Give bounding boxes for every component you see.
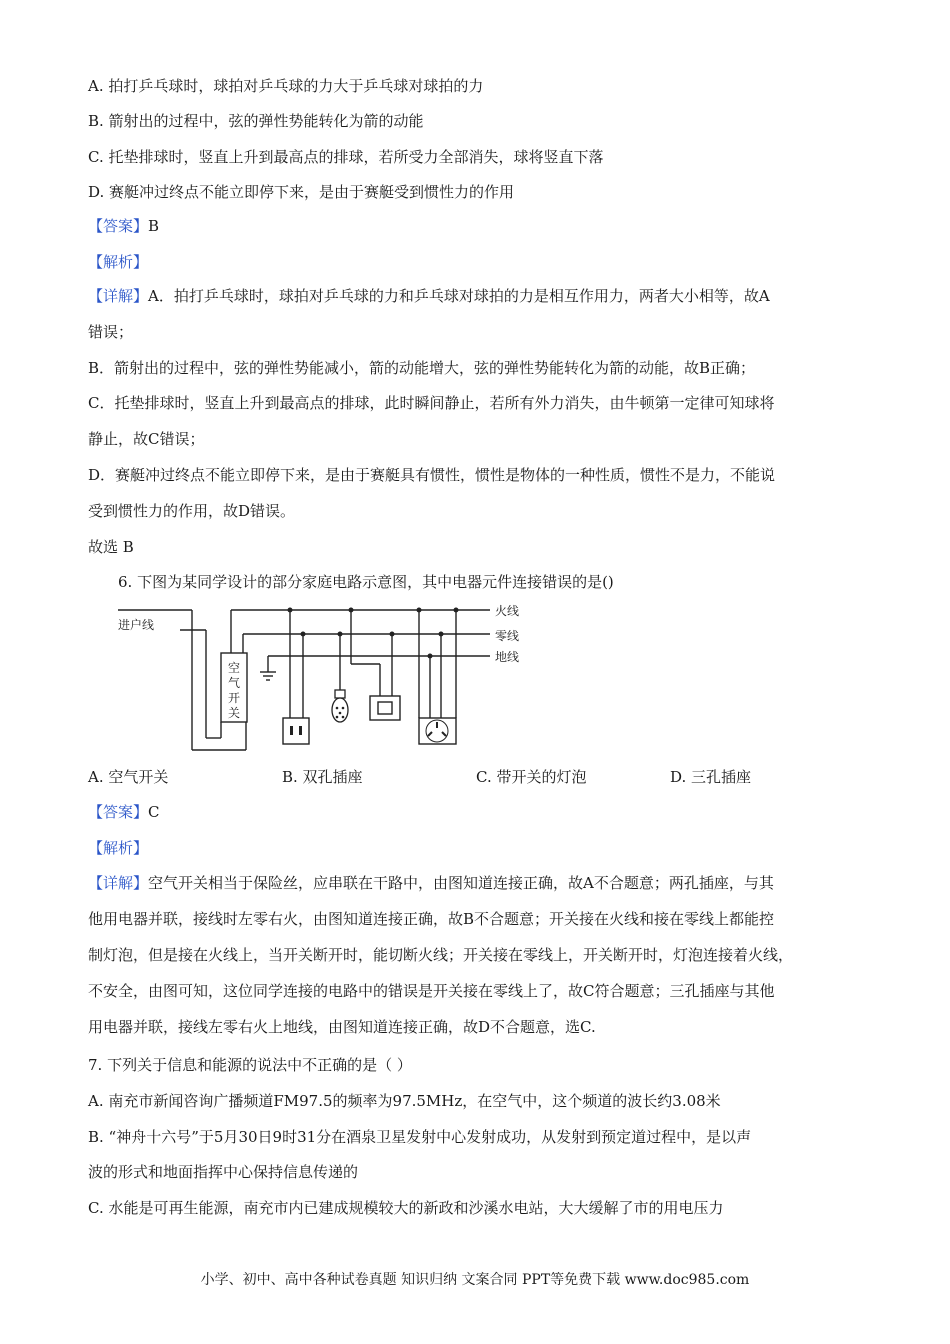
q6-option-a: A. 空气开关 (88, 768, 169, 786)
q5-analysis-tag: 【解析】 (88, 253, 149, 271)
detail-tag: 【详解】 (88, 874, 149, 892)
q5-detail-line-7: 受到惯性力的作用，故D错误。 (88, 502, 296, 520)
answer-tag: 【答案】 (88, 217, 149, 235)
inlet-label: 进户线 (118, 618, 155, 632)
q5-detail-line-3: B．箭射出的过程中，弦的弹性势能减小，箭的动能增大，弦的弹性势能转化为箭的动能，故B正确； (88, 359, 756, 377)
q6-analysis-tag: 【解析】 (88, 839, 149, 857)
circuit-diagram (110, 600, 550, 760)
q5-conclusion: 故选 B (88, 538, 134, 556)
q5-option-a: A. 拍打乒乓球时，球拍对乒乓球的力大于乒乓球对球拍的力 (88, 77, 484, 95)
q6-detail-line-5: 用电器并联，接线左零右火上地线，由图知道连接正确，故D不合题意，选C. (88, 1018, 596, 1036)
ground-wire-label: 地线 (495, 650, 520, 664)
q6-stem: 6. 下图为某同学设计的部分家庭电路示意图，其中电器元件连接错误的是() (118, 573, 614, 591)
live-wire-label: 火线 (495, 604, 520, 618)
q5-detail-line-1 (88, 286, 770, 306)
neutral-wire-label: 零线 (495, 629, 520, 643)
answer-tag: 【答案】 (88, 803, 149, 821)
q5-detail-line-6: D．赛艇冲过终点不能立即停下来，是由于赛艇具有惯性，惯性是物体的一种性质，惯性不是力，不能说 (88, 466, 776, 484)
q5-answer (88, 216, 159, 236)
q6-option-b: B. 双孔插座 (282, 768, 363, 786)
q6-option-d: D. 三孔插座 (670, 768, 752, 786)
detail-tag: 【详解】 (88, 287, 149, 305)
q7-option-a: A. 南充市新闻咨询广播频道FM97.5的频率为97.5MHz，在空气中，这个频道的波长约3.08米 (88, 1092, 721, 1110)
breaker-char-4: 关 (228, 706, 241, 720)
detail-text: 空气开关相当于保险丝，应串联在干路中，由图知道连接正确，故A不合题意；两孔插座，与其 (148, 874, 774, 892)
answer-value: C (148, 803, 160, 821)
q5-detail-line-2: 错误； (88, 323, 134, 341)
breaker-char-3: 开 (228, 691, 241, 705)
q5-detail-line-4: C．托垫排球时，竖直上升到最高点的排球，此时瞬间静止，若所有外力消失，由牛顿第一定律可知球将 (88, 394, 775, 412)
breaker-char-1: 空 (228, 661, 241, 675)
detail-text: A．拍打乒乓球时，球拍对乒乓球的力和乒乓球对球拍的力是相互作用力，两者大小相等，故A (148, 287, 770, 305)
breaker-char-2: 气 (228, 676, 241, 690)
q5-option-c: C. 托垫排球时，竖直上升到最高点的排球，若所受力全部消失，球将竖直下落 (88, 148, 604, 166)
q7-stem: 7. 下列关于信息和能源的说法中不正确的是（ ） (88, 1056, 412, 1074)
page-footer: 小学、初中、高中各种试卷真题 知识归纳 文案合同 PPT等免费下载 www.doc985.com (200, 1272, 750, 1288)
q6-detail-line-4: 不安全，由图可知，这位同学连接的电路中的错误是开关接在零线上了，故C符合题意；三孔插座与其他 (88, 982, 775, 1000)
q6-option-c: C. 带开关的灯泡 (476, 768, 587, 786)
q7-option-b-line-2: 波的形式和地面指挥中心保持信息传递的 (88, 1163, 359, 1181)
q6-detail-line-3: 制灯泡，但是接在火线上，当开关断开时，能切断火线；开关接在零线上，开关断开时，灯泡连接着火线， (88, 946, 794, 964)
q5-detail-line-5: 静止，故C错误； (88, 430, 205, 448)
q6-detail-line-2: 他用电器并联，接线时左零右火，由图知道连接正确，故B不合题意；开关接在火线和接在零线上都能控 (88, 910, 775, 928)
q7-option-b-line-1: B. “神舟十六号”于5月30日9时31分在酒泉卫星发射中心发射成功，从发射到预定道过程中，是以声 (88, 1128, 752, 1146)
q6-detail-line-1 (88, 873, 774, 893)
q5-option-b: B. 箭射出的过程中，弦的弹性势能转化为箭的动能 (88, 112, 424, 130)
q7-option-c: C. 水能是可再生能源，南充市内已建成规模较大的新政和沙溪水电站，大大缓解了市的用电压力 (88, 1199, 724, 1217)
answer-value: B (148, 217, 160, 235)
q6-answer (88, 802, 160, 822)
q5-option-d: D. 赛艇冲过终点不能立即停下来，是由于赛艇受到惯性力的作用 (88, 183, 515, 201)
